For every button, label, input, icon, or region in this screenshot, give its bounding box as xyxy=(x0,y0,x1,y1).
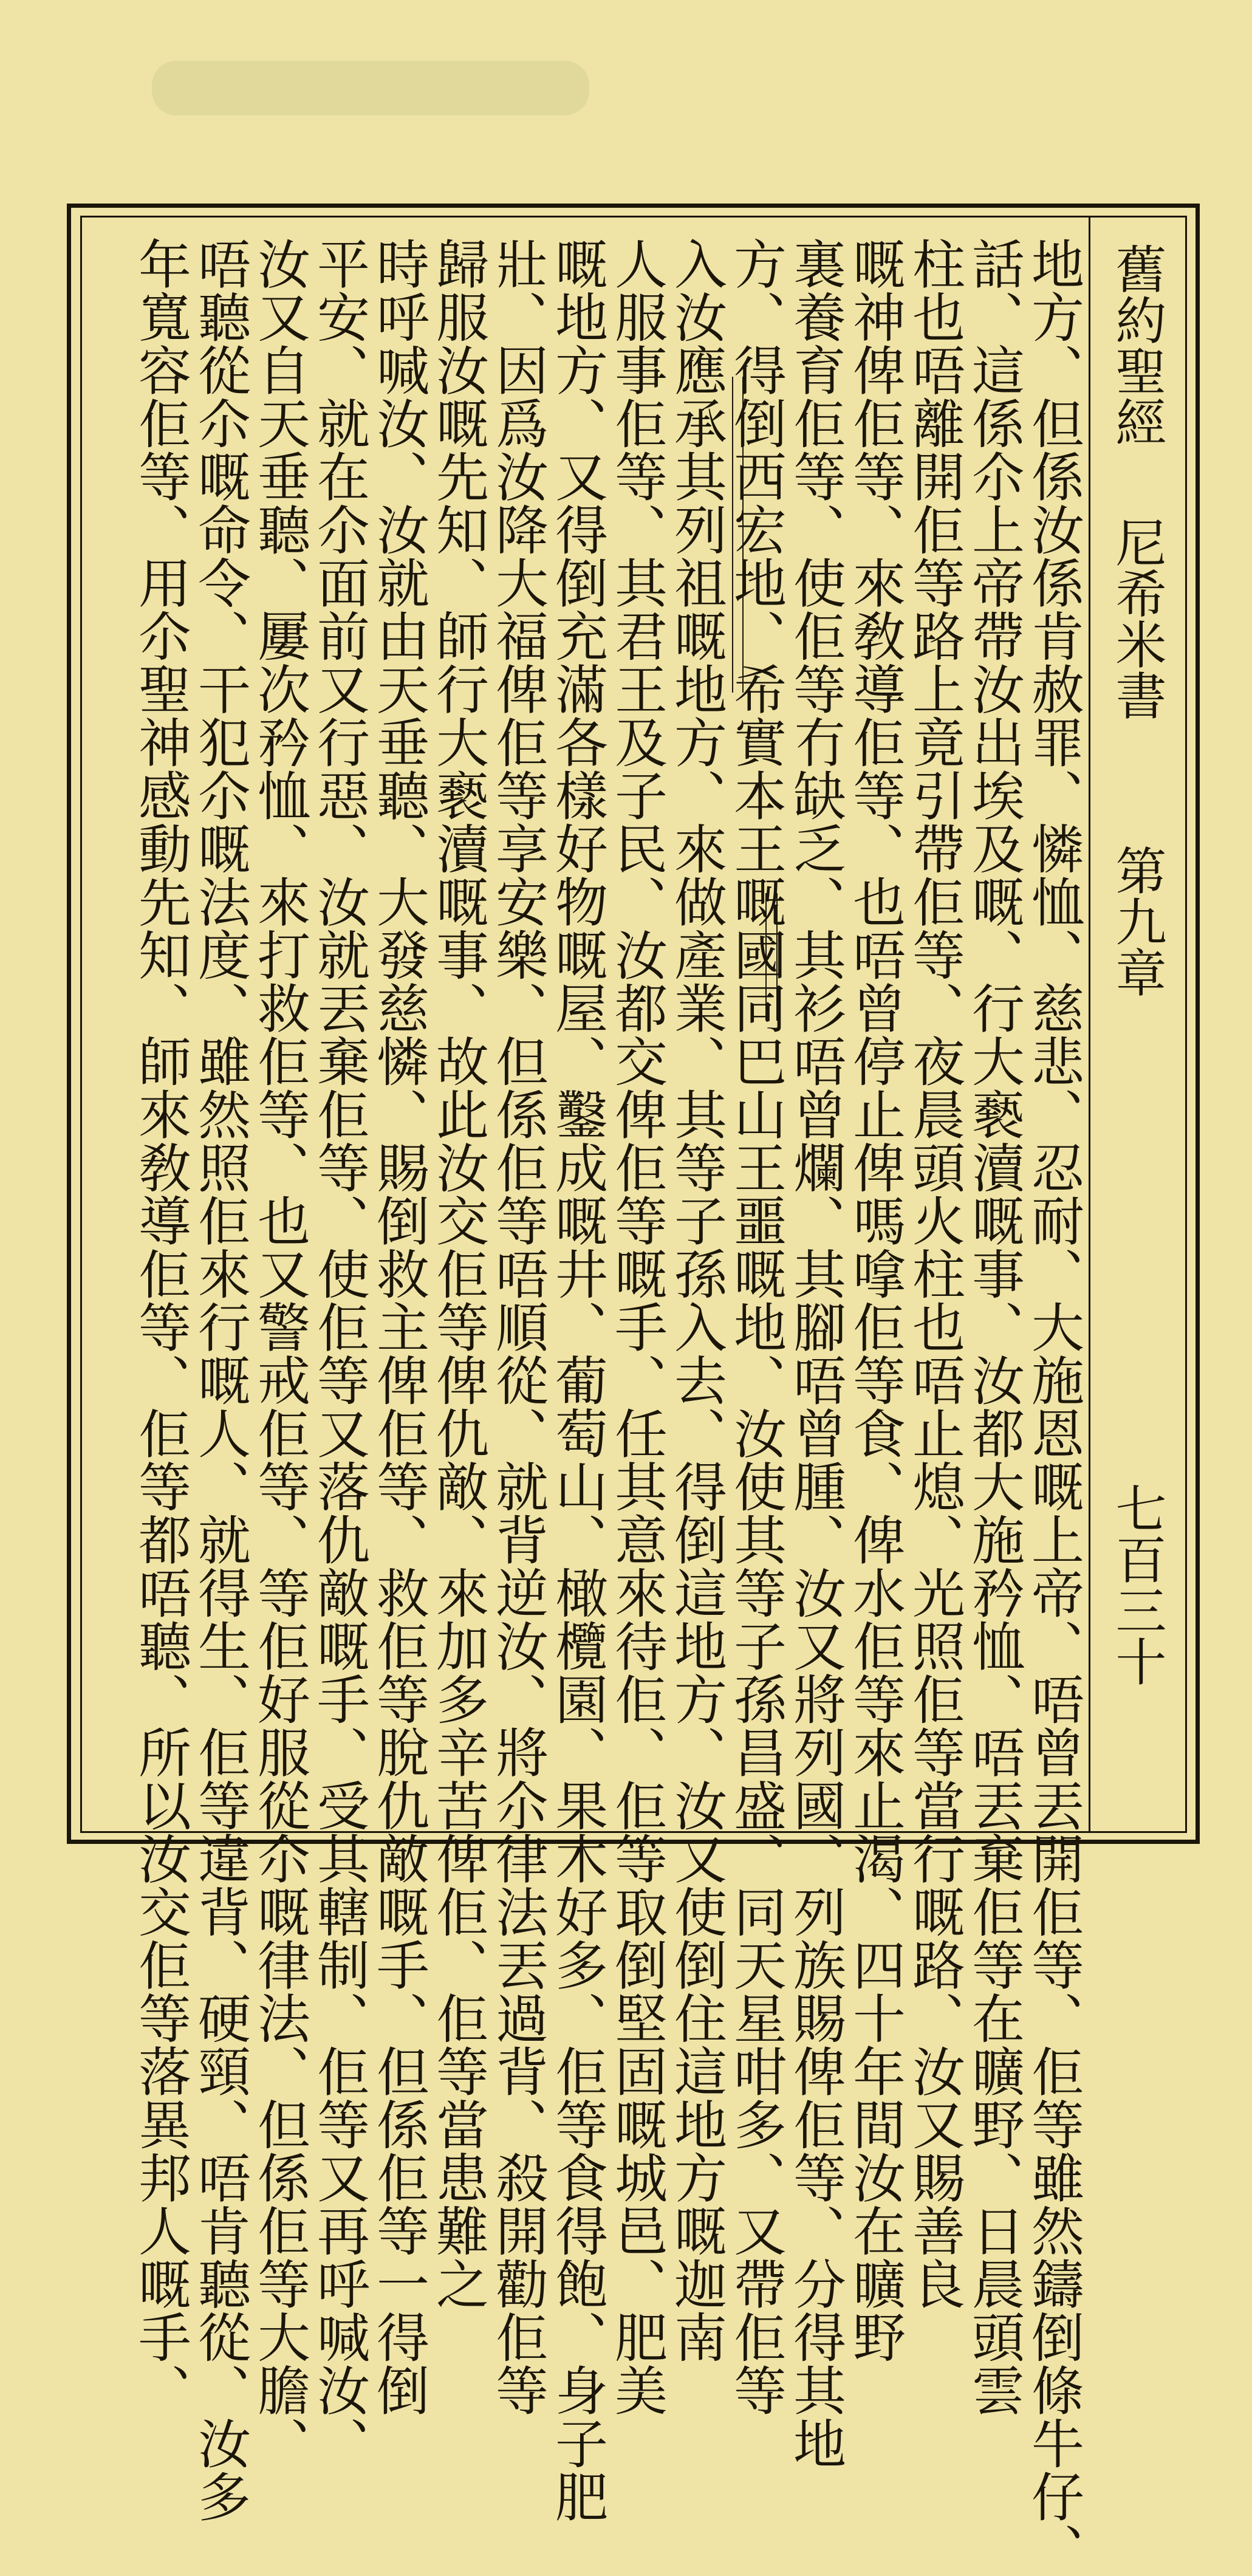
section-title: 尼希米書 xyxy=(1107,516,1167,721)
text-column-4: 嘅神俾佢等、來敎導佢等、也唔曾停止俾嗎嗱佢等食、俾水佢等來止渴、四十年間汝在曠野 xyxy=(844,237,906,2363)
text-column-13: 平安、就在尒面前又行惡、汝就丟棄佢等、使佢等又落仇敵嘅手、受其轄制、佢等又再呼喊汝、 xyxy=(308,237,370,2470)
text-column-1: 地方、但係汝係肯赦罪、憐恤、慈悲、忍耐、大施恩嘅上帝、唔曾丟開佢等、佢等雖然鑄倒條牛仔、 xyxy=(1022,237,1084,2576)
text-column-8: 人服事佢等、其君王及子民、汝都交俾佢等嘅手、任其意來待佢、佢等取倒堅固嘅城邑、肥美 xyxy=(606,237,668,2417)
text-column-3: 柱也唔離開佢等路上竟引帶佢等、夜晨頭火柱也唔止熄、光照佢等當行嘅路、汝又賜善良 xyxy=(903,237,965,2311)
book-title: 舊約聖經 xyxy=(1107,243,1167,447)
paper-stain xyxy=(152,61,589,115)
text-column-6: 方、得倒西宏地、希實本王嘅國同巴山王噩嘅地、汝使其等子孫昌盛、同天星咁多、又帶佢等 xyxy=(725,237,787,2417)
text-column-12: 時呼喊汝、汝就由天垂聽、大發慈憐、賜倒救主俾佢等、救佢等脫仇敵嘅手、但係佢等一得倒 xyxy=(368,237,429,2417)
text-column-9: 嘅地方、又得倒充滿各樣好物嘅屋、鑿成嘅井、葡萄山、橄欖園、果木好多、佢等食得飽、身子肥 xyxy=(546,237,608,2523)
text-column-15: 唔聽從尒嘅命令、干犯尒嘅法度、雖然照佢來行嘅人、就得生、佢等違背、硬頸、唔肯聽從、汝多 xyxy=(189,237,251,2523)
text-column-2: 話、這係尒上帝帶汝出埃及嘅、行大褻瀆嘅事、汝都大施矜恤、唔丟棄佢等在曠野、日晨頭雲 xyxy=(963,237,1025,2417)
text-column-14: 汝又自天垂聽、屢次矜恤、來打救佢等、也又警戒佢等、等佢好服從尒嘅律法、但係佢等大膽、 xyxy=(248,237,310,2470)
header-divider xyxy=(1089,217,1090,1832)
text-column-5: 裏養育佢等、使佢等冇缺乏、其衫唔曾爛、其腳唔曾腫、汝又將列國、列族賜俾佢等、分得其地 xyxy=(784,237,846,2470)
page-number: 七百三十 xyxy=(1107,1482,1167,1687)
chapter-label: 第九章 xyxy=(1107,844,1167,998)
text-column-16: 年寬容佢等、用尒聖神感動先知、師來敎導佢等、佢等都唔聽、所以汝交佢等落異邦人嘅手、 xyxy=(129,237,191,2417)
text-column-10: 壯、因爲汝降大福俾佢等享安樂、但係佢等唔順從、就背逆汝、將尒律法丟過背、殺開勸佢等 xyxy=(487,237,549,2417)
text-column-11: 歸服汝嘅先知、師行大褻瀆嘅事、故此汝交佢等俾仇敵、來加多辛苦俾佢、佢等當患難之 xyxy=(427,237,489,2311)
text-column-7: 入汝應承其列祖嘅地方、來做產業、其等子孫入去、得倒這地方、汝又使倒住這地方嘅迦南 xyxy=(665,237,727,2363)
